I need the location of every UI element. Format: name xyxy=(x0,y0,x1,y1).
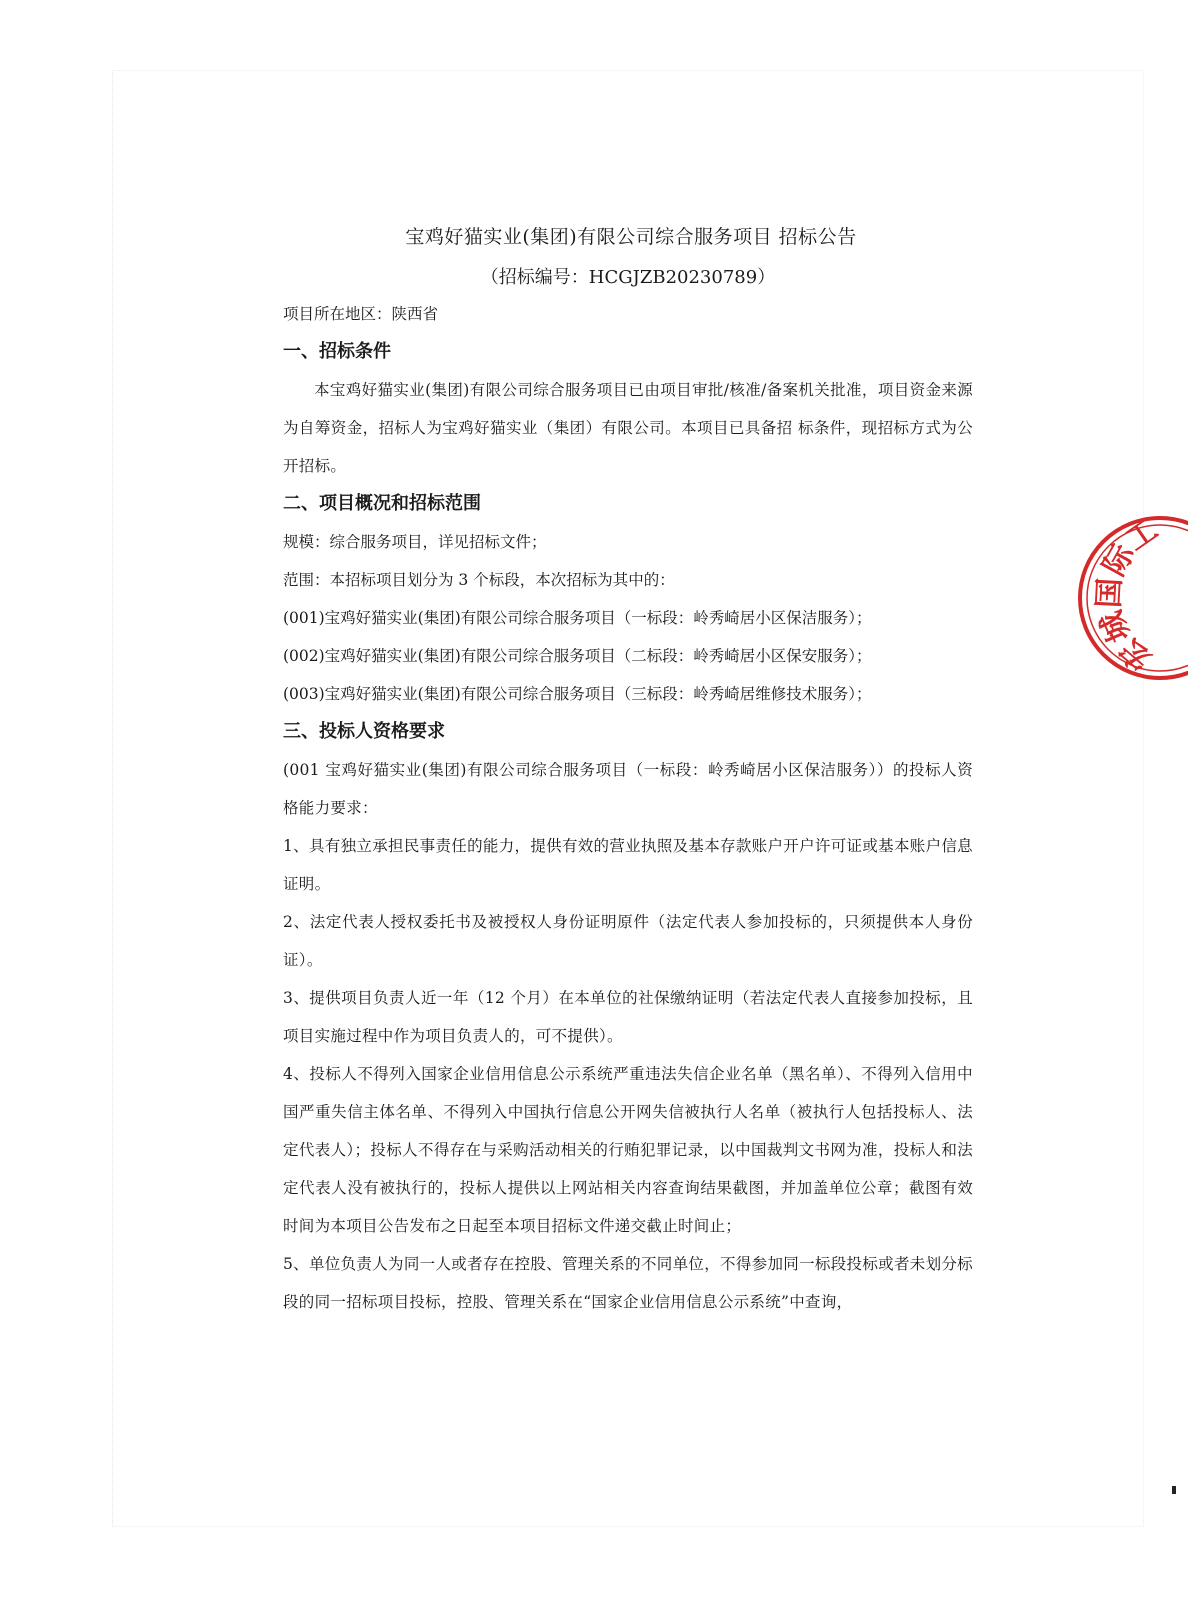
page-title: 宝鸡好猫实业(集团)有限公司综合服务项目 招标公告 xyxy=(405,226,857,248)
requirement-item: 4、投标人不得列入国家企业信用信息公示系统严重违法失信企业名单（黑名单）、不得列入信用中国严重失信主体名单、不得列入中国执行信息公开网失信被执行人名单（被执行人包括投标人、法定代表人）；投标人不得存在与采购活动相关的行贿犯罪记录，以中国裁判文书网为准，投标人和法定代表人没有被执行的，投标人提供以上网站相关内容查询结果截图，并加盖单位公章；截图有效时间为本项目公告发布之日起至本项目招标文件递交截止时间止； xyxy=(283,1065,973,1235)
requirement-item: 5、单位负责人为同一人或者存在控股、管理关系的不同单位，不得参加同一标段投标或者未划分标段的同一招标项目投标，控股、管理关系在“国家企业信用信息公示系统”中查询， xyxy=(283,1255,973,1311)
section-1-paragraph: 本宝鸡好猫实业(集团)有限公司综合服务项目已由项目审批/核准/备案机关批准，项目资金来源为自筹资金，招标人为宝鸡好猫实业（集团）有限公司。本项目已具备招 标条件，现招标方式为公开招标。 xyxy=(283,381,973,475)
section-3-intro: (001 宝鸡好猫实业(集团)有限公司综合服务项目（一标段：岭秀崎居小区保洁服务））的投标人资格能力要求： xyxy=(283,761,973,817)
seal-text: 宏城国际工 xyxy=(1091,512,1165,678)
section-1-heading: 一、招标条件 xyxy=(283,341,391,362)
requirement-item: 3、提供项目负责人近一年（12 个月）在本单位的社保缴纳证明（若法定代表人直接参加投标，且项目实施过程中作为项目负责人的，可不提供）。 xyxy=(283,989,973,1045)
project-region: 项目所在地区：陕西省 xyxy=(283,305,439,323)
tender-number: （招标编号：HCGJZB20230789） xyxy=(480,267,776,288)
project-scale: 规模：综合服务项目，详见招标文件； xyxy=(283,533,547,551)
section-2-heading: 二、项目概况和招标范围 xyxy=(283,493,481,514)
document-body xyxy=(283,222,973,1321)
section-3-heading: 三、投标人资格要求 xyxy=(283,721,445,742)
lot-item: (002)宝鸡好猫实业(集团)有限公司综合服务项目（二标段：岭秀崎居小区保安服务）； xyxy=(283,647,872,665)
company-seal-stamp xyxy=(1048,508,1188,688)
scan-edge-mark xyxy=(1172,1486,1176,1494)
requirement-item: 1、具有独立承担民事责任的能力，提供有效的营业执照及基本存款账户开户许可证或基本账户信息证明。 xyxy=(283,837,973,893)
lot-item: (001)宝鸡好猫实业(集团)有限公司综合服务项目（一标段：岭秀崎居小区保洁服务）； xyxy=(283,609,872,627)
project-range: 范围：本招标项目划分为 3 个标段，本次招标为其中的： xyxy=(283,571,675,589)
requirement-item: 2、法定代表人授权委托书及被授权人身份证明原件（法定代表人参加投标的，只须提供本人身份证）。 xyxy=(283,913,973,969)
lot-item: (003)宝鸡好猫实业(集团)有限公司综合服务项目（三标段：岭秀崎居维修技术服务）； xyxy=(283,685,872,703)
